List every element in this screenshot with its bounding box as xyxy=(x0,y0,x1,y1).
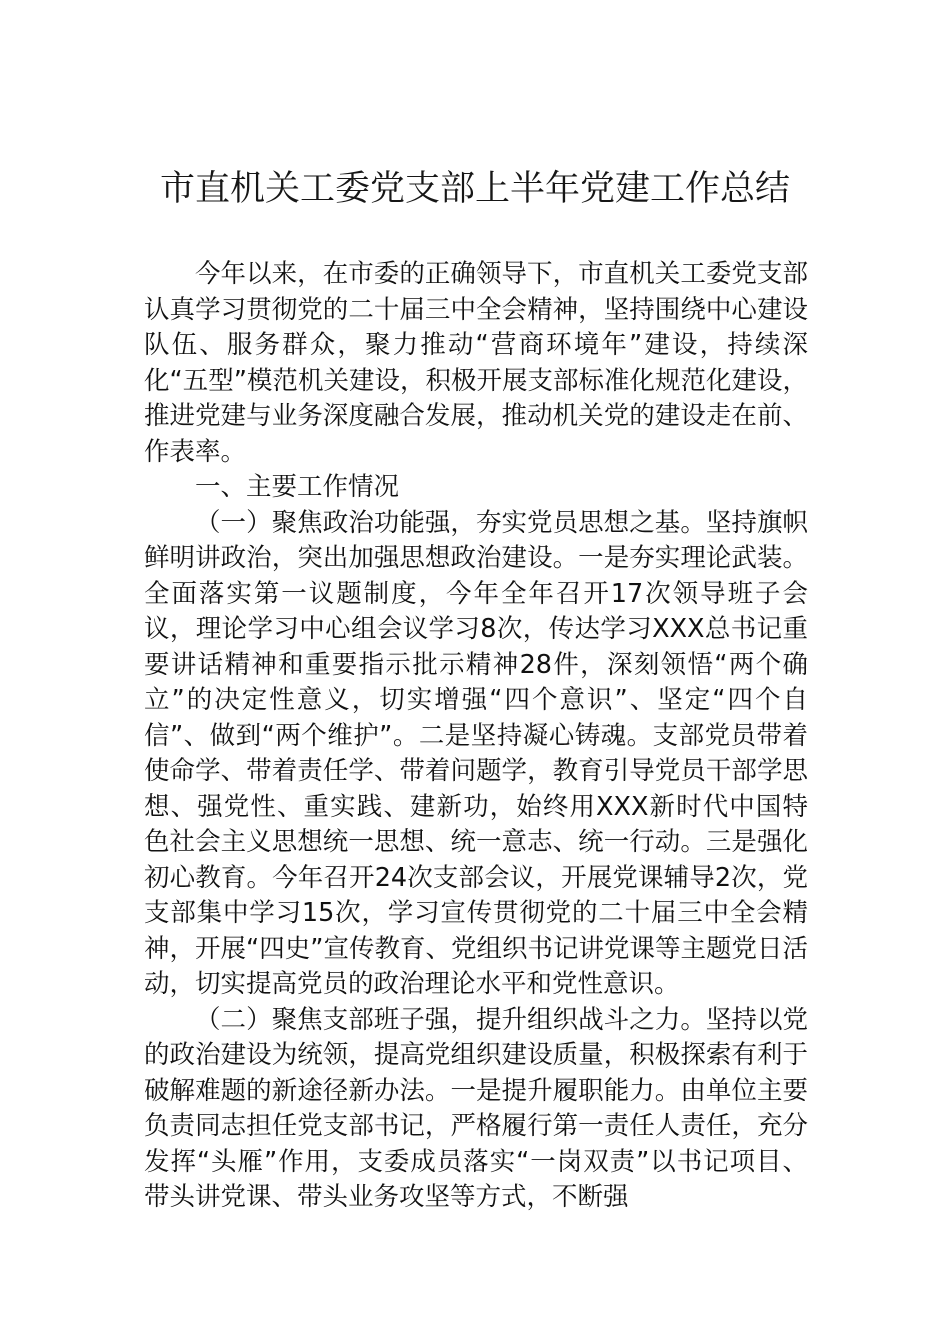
document-title: 市直机关工委党支部上半年党建工作总结 xyxy=(159,169,790,209)
section-heading: 一、主要工作情况 xyxy=(195,472,400,502)
intro-paragraph: 今年以来，在市委的正确领导下，市直机关工委党支部认真学习贯彻党的二十届三中全会精神，坚持围绕中心建设队伍、服务群众，聚力推动“营商环境年”建设，持续深化“五型”模范机关建设，积极开展支部标准化规范化建设，推进党建与业务深度融合发展，推动机关党的建设走在前、作表率。 xyxy=(144,259,808,467)
paragraph-branch-team: （二）聚焦支部班子强，提升组织战斗之力。坚持以党的政治建设为统领，提高党组织建设质量，积极探索有利于破解难题的新途径新办法。一是提升履职能力。由单位主要负责同志担任党支部书记，严格履行第一责任人责任，充分发挥“头雁”作用，支委成员落实“一岗双责”以书记项目、带头讲党课、带头业务攻坚等方式，不断强 xyxy=(144,1004,808,1212)
document-body xyxy=(144,257,808,1216)
paragraph-political-function: （一）聚焦政治功能强，夯实党员思想之基。坚持旗帜鲜明讲政治，突出加强思想政治建设。一是夯实理论武装。全面落实第一议题制度，今年全年召开17次领导班子会议，理论学习中心组会议学习8次，传达学习XXX总书记重要讲话精神和重要指示批示精神28件，深刻领悟“两个确立”的决定性意义，切实增强“四个意识”、坚定“四个自信”、做到“两个维护”。二是坚持凝心铸魂。支部党员带着使命学、带着责任学、带着问题学，教育引导党员干部学思想、强党性、重实践、建新功，始终用XXX新时代中国特色社会主义思想统一思想、统一意志、统一行动。三是强化初心教育。今年召开24次支部会议，开展党课辅导2次，党支部集中学习15次，学习宣传贯彻党的二十届三中全会精神，开展“四史”宣传教育、党组织书记讲党课等主题党日活动，切实提高党员的政治理论水平和党性意识。 xyxy=(144,507,808,999)
